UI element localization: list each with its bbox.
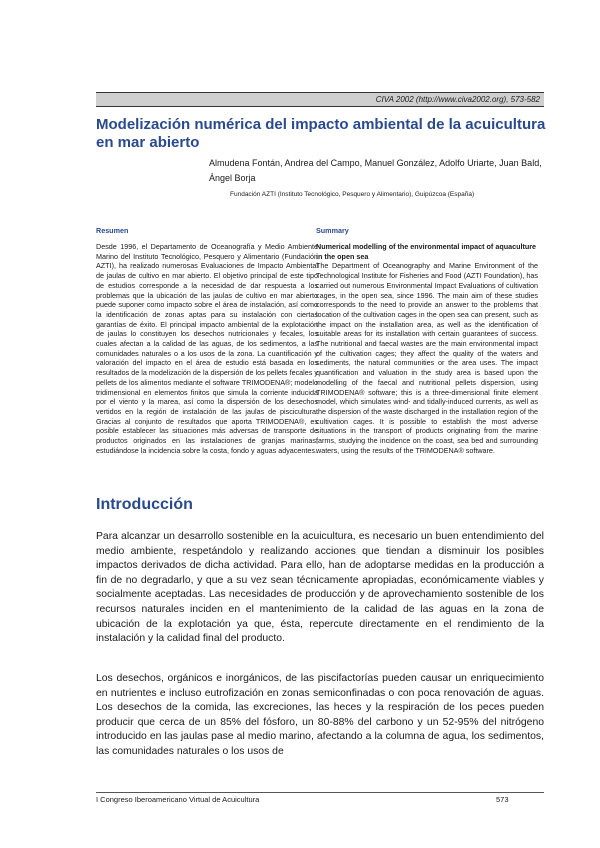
authors: Almudena Fontán, Andrea del Campo, Manuel González, Adolfo Uriarte, Juan Bald, Ángel Borja	[209, 158, 542, 183]
footer-divider	[96, 792, 544, 793]
summary-subtitle: Numerical modelling of the environmental impact of aquaculture in the open sea	[316, 242, 537, 261]
affiliation: Fundación AZTI (Instituto Tecnológico, Pesquero y Alimentario), Guipúzcoa (España)	[230, 191, 475, 198]
resumen-heading: Resumen	[96, 226, 129, 235]
section-introduccion-heading: Introducción	[96, 496, 193, 513]
summary-column	[316, 226, 538, 455]
summary-text: The Department of Oceanography and Marine Environment of the Technological Institute for Fisheries and Food (AZTI Foundation), has carried out numerous Environmental Impact Evaluations of cultivation cages, in the open sea, since 1996. The main aim of these studies corresponds to the need to provide an answer to the problems that location of the cultivation cages in the open sea can present, such as the impact on the installation area, as well as the identification of suitable areas for its installation with certain guarantees of success. The nutritional and faecal wastes are the main environmental impact of the cultivation cages; they affect the quality of the waters and sediments, the natural communities or the area uses. The impact quantification and valuation in the study area is based upon the modelling of the faecal and nutritional pellets dispersion, using TRIMODENA® software; this is a three-dimensional finite element model, which simulates wind- and tidally-induced currents, as well as the dispersion of the waste discharged in the installation region of the cultivation cages. It is possible to establish the most adverse situations in the transport of products originating from the marine farms, studying the incidence on the coast, sea bed and surrounding waters, using the results of the TRIMODENA® software.	[316, 261, 538, 455]
resumen-column	[96, 226, 318, 455]
intro-paragraph-1: Para alcanzar un desarrollo sostenible en la acuicultura, es necesario un buen entendimiento del medio ambiente, respetándolo y realizando acciones que tiendan a disminuir los posibles impactos derivados de dicha actividad. Para ello, han de adoptarse medidas en la producción a fin de no degradarlo, y que a su vez sean técnicamente apropiadas, económicamente viables y socialmente aceptadas. Las necesidades de producción y de aprovechamiento sostenible de los recursos naturales inciden en el mantenimiento de la calidad de las aguas en la zona de ubicación de la explotación ya que, ésta, repercute directamente en el rendimiento de la instalación y la calidad final del producto.	[96, 531, 544, 645]
intro-paragraph-2: Los desechos, orgánicos e inorgánicos, de las piscifactorías pueden causar un enriquecimiento en nutrientes e incluso eutrofización en zonas semiconfinadas o con poca renovación de aguas. Los desechos de la comida, las excreciones, las heces y la respiración de los peces pueden producir que cerca de un 85% del fósforo, un 80-88% del carbono y un 52-95% del nitrógeno introducido en las jaulas pase al medio marino, afectando a la columna de agua, los sedimentos, las comunidades naturales o los usos de	[96, 673, 544, 757]
journal-reference: CIVA 2002 (http://www.civa2002.org), 573-582	[375, 95, 540, 104]
footer-conference: I Congreso Iberoamericano Virtual de Acuicultura	[96, 795, 260, 804]
paper-title: Modelización numérica del impacto ambiental de la acuicultura en mar abierto	[96, 116, 546, 151]
resumen-text: Desde 1996, el Departamento de Oceanografía y Medio Ambiente Marino del Instituto Tecnológico, Pesquero y Alimentario (Fundación AZTI), ha realizado numerosas Evaluaciones de Impacto Ambiental de jaulas de cultivo en mar abierto. El objetivo principal de este tipo de estudios corresponde a la necesidad de dar respuesta a los problemas que la ubicación de las jaulas de cultivo en mar abierto puede suponer como impacto sobre el área de instalación, así como la identificación de zonas aptas para su instalación con ciertas garantías de éxito. El principal impacto ambiental de la explotación de jaulas lo constituyen los desechos nutricionales y fecales, los cuales afectan a la calidad de las aguas, de los sedimentos, a las comunidades naturales o a los usos de la zona. La cuantificación y valoración del impacto en el área de estudio está basada en los resultados de la modelización de la dispersión de los pellets fecales y pellets de los alimentos mediante el software TRIMODENA®; modelo tridimensional en elementos finitos que simula la corriente inducida por el viento y la marea, así como la dispersión de los desechos vertidos en la región de instalación de las jaulas de piscicultura. Gracias al conjunto de resultados que aporta TRIMODENA®, es posible establecer las situaciones más adversas de transporte de productos originados en las instalaciones de granjas marinas, estudiándose la incidencia sobre la costa, fondo y aguas adyacentes.	[96, 242, 318, 455]
header-bar	[96, 92, 544, 107]
page-number: 573	[496, 795, 509, 804]
summary-heading: Summary	[316, 226, 349, 235]
